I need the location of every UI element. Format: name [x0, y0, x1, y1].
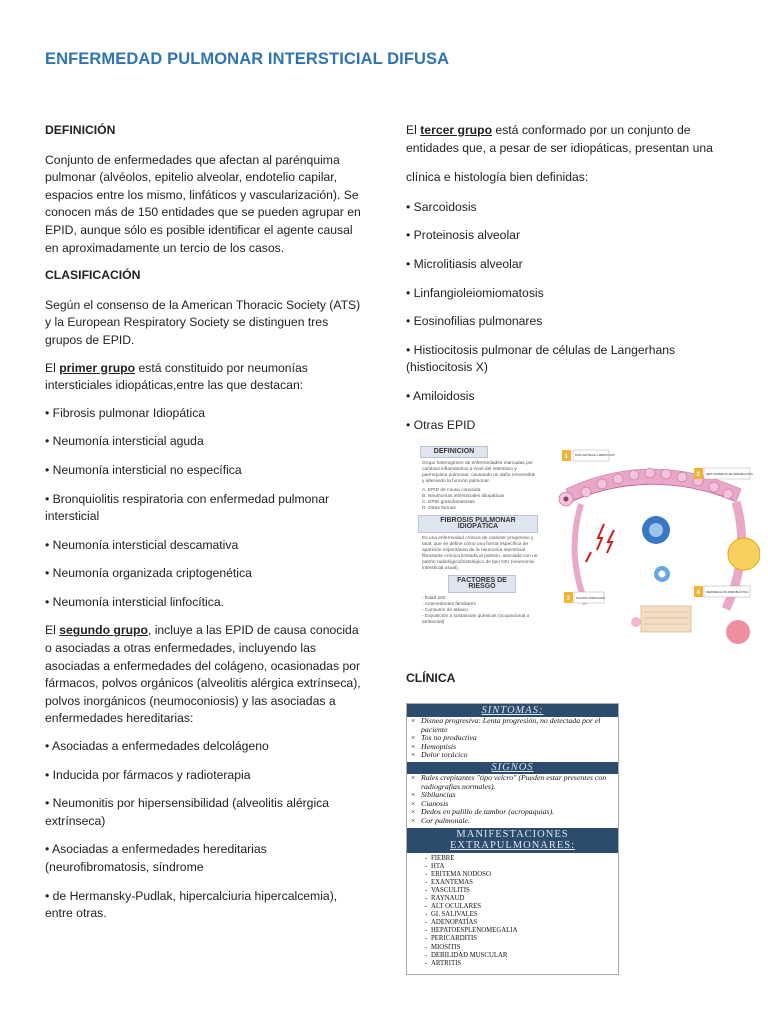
step-number: 2: [696, 472, 700, 478]
list-item: • Eosinofilias pulmonares: [406, 314, 543, 329]
list-item: - RAYNAUD: [407, 895, 618, 903]
group2-intro: El segundo grupo, incluye a las EPID de causa conocida o asociadas a otras enfermedades, incluyendo las asociadas a enfermedades del colágeno, ocasionadas por fármacos, polvos orgánicos (alveolitis alérgica extrínseca), polvos inorgánicos (neumoconiosis) y las asociadas a enfermedades hereditarias:: [45, 623, 361, 726]
list-item: - HTA: [407, 863, 618, 871]
list-item: - EXANTEMAS: [407, 879, 618, 887]
list-item: - ERITEMA NODOSO: [407, 871, 618, 879]
manifestaciones-title-line1: MANIFESTACIONES: [456, 828, 569, 840]
list-item: × Dedos en palillo de tambor (acropaquias).: [407, 808, 618, 817]
list-item: - ALT OCULARES: [407, 903, 618, 911]
sintomas-list: [407, 717, 618, 760]
step-number: 1: [564, 454, 568, 460]
left-column: [45, 122, 363, 934]
list-item: × Sibilancias: [407, 791, 618, 800]
definicion-box-list: [418, 488, 542, 512]
list-item: - ARTRITIS: [407, 960, 618, 968]
fibrosis-diagram: [546, 444, 760, 656]
list-item: - VASCULITIS: [407, 887, 618, 895]
list-item: - ADENOPATÍAS: [407, 919, 618, 927]
list-item: • Neumonía organizada criptogenética: [45, 566, 252, 581]
manifestaciones-header: [407, 828, 618, 853]
risk-box-list: [418, 596, 542, 626]
list-item: • Asociadas a enfermedades hereditarias (neurofibromatosis, síndrome: [45, 842, 267, 874]
definicion-box-text: Grupo heterogéneo de enfermedades marcadas por cambios inflamatorios a nivel del intersticio y parénquima pulmonar, causando un daño irreversible y alterando la función pulmonar.: [422, 461, 536, 484]
list-item: • Linfangioleiomiomatosis: [406, 285, 544, 300]
list-item: • Proteinosis alveolar: [406, 228, 521, 243]
definicion-text: Conjunto de enfermedades que afectan al parénquima pulmonar (alvéolos, epitelio alveolar, endotelio capilar, espacios entre los mismo, linfáticos y vascularización). Se conocen más de 150 entidades que se pueden agrupar en EPID, aunque sólo es posible identificar el agente causal en aproximadamente un tercio de los casos.: [45, 152, 361, 255]
list-item: B. Neumonías intersticiales idiopáticas: [422, 494, 505, 499]
list-item: D. Otras formas: [422, 506, 456, 511]
step-1-label: DAÑO EPITELIAL A REPETICIÓN: [575, 454, 615, 457]
manifestaciones-list: [407, 855, 618, 968]
sintomas-header: SINTOMAS:: [407, 704, 618, 717]
list-item: • Neumonitis por hipersensibilidad (alveolitis alérgica extrínseca): [45, 796, 330, 828]
group3-list: [406, 199, 742, 434]
list-item: × Hemoptisis: [407, 743, 618, 752]
list-item: • Neumonía intersticial linfocítica.: [45, 594, 225, 609]
list-item: - DEBILIDAD MUSCULAR: [407, 952, 618, 960]
fibrosis-infographic: [418, 444, 760, 656]
clasificacion-heading: CLASIFICACIÓN: [45, 268, 141, 283]
list-item: - PERICARDITIS: [407, 935, 618, 943]
list-item: - GL SALIVALES: [407, 911, 618, 919]
page-title: ENFERMEDAD PULMONAR INTERSTICIAL DIFUSA: [45, 50, 450, 68]
risk-box: FACTORES DE RIESGO: [448, 575, 516, 593]
list-item: - Consumo de tabaco: [422, 608, 468, 613]
definicion-heading: DEFINICIÓN: [45, 123, 116, 137]
list-item: C. EPID granulomatosas: [422, 500, 475, 505]
manifestaciones-title-line2: EXTRAPULMONARES:: [449, 839, 576, 851]
signos-list: [407, 774, 618, 826]
group2-list: [45, 738, 363, 923]
list-item: • Otras EPID: [406, 417, 476, 432]
list-item: • Asociadas a enfermedades delcolágeno: [45, 739, 269, 754]
clasificacion-text: Según el consenso de la American Thoracic Society (ATS) y la European Respiratory Society se distinguen tres grupos de EPID.: [45, 297, 361, 347]
fpi-box-text: Es una enfermedad crónica de carácter progresivo y fatal, que se define como una forma específica de aparición espontánea de la neumonía intersticial fibrosante crónica limitada al pulmón, asociada con un patrón radiológico/histológico de tipo NIU (neumonía intersticial usual).: [422, 536, 538, 571]
list-item: • Fibrosis pulmonar Idiopática: [45, 405, 206, 420]
clinica-heading: CLÍNICA: [406, 671, 456, 685]
list-item: • Histiocitosis pulmonar de células de Langerhans (histiocitosis X): [406, 342, 676, 375]
list-item: • Neumonía intersticial descamativa: [45, 537, 239, 552]
fpi-box: FIBROSIS PULMONAR IDIOPÁTICA: [418, 515, 538, 533]
step-3-label: PULMÓN FIBROSADO: [576, 596, 606, 600]
infographic-text-panel: [418, 444, 542, 656]
list-item: • de Hermansky-Pudlak, hipercalciuria hipercalcemia), entre otras.: [45, 888, 338, 921]
clinica-table: [406, 703, 619, 975]
step-4-label: REMODELACIÓN FIBROBLÁSTICA: [706, 591, 749, 594]
list-item: • Neumonía intersticial aguda: [45, 434, 204, 449]
list-item: - Antecedentes familiares: [422, 602, 476, 607]
definicion-box: DEFINICION: [420, 446, 488, 458]
list-item: × Cor pulmonale.: [407, 817, 618, 826]
list-item: - HEPATOESPLENOMEGALIA: [407, 927, 618, 935]
right-column: [406, 122, 742, 445]
list-item: • Bronquiolitis respiratoria con enfermedad pulmonar intersticial: [45, 491, 330, 524]
list-item: - MIOSITIS: [407, 944, 618, 952]
group1-intro: El primer grupo está constituido por neumonías intersticiales idiopáticas,entre las que destacan:: [45, 360, 308, 393]
group3-intro-cont: clínica e histología bien definidas:: [406, 170, 589, 185]
list-item: • Microlitiasis alveolar: [406, 256, 523, 271]
step-2-label: RECLUTAMIENTO DE FIBROBLASTOS: [706, 473, 753, 476]
list-item: × Disnea progresiva: Lenta progresión, no detectada por el paciente: [407, 717, 618, 734]
list-item: • Inducida por fármacos y radioterapia: [45, 767, 251, 782]
list-item: • Amiloidosis: [406, 388, 475, 403]
list-item: • Neumonía intersticial no específica: [45, 462, 242, 477]
list-item: × Rales crepitantes "tipo velcro" (Pueden estar presentes con radiografías normales).: [407, 774, 618, 791]
group1-list: [45, 405, 363, 612]
list-item: × Dolor torácico: [407, 751, 618, 760]
list-item: - FIEBRE: [407, 855, 618, 863]
list-item: • Sarcoidosis: [406, 199, 477, 214]
list-item: × Cianosis: [407, 800, 618, 809]
step-number: 3: [566, 596, 570, 602]
group3-intro: El tercer grupo está conformado por un conjunto de entidades que, a pesar de ser idiopáticas, presentan una: [406, 123, 713, 155]
step-number: 4: [696, 590, 700, 596]
list-item: × Tos no productiva: [407, 734, 618, 743]
list-item: - Edad ≥50: [422, 596, 446, 601]
list-item: A. EPID de causa conocida: [422, 488, 481, 493]
signos-header: SIGNOS: [407, 762, 618, 774]
list-item: - Exposición a sustancias químicas (ocupacional o ambiental): [422, 614, 530, 625]
